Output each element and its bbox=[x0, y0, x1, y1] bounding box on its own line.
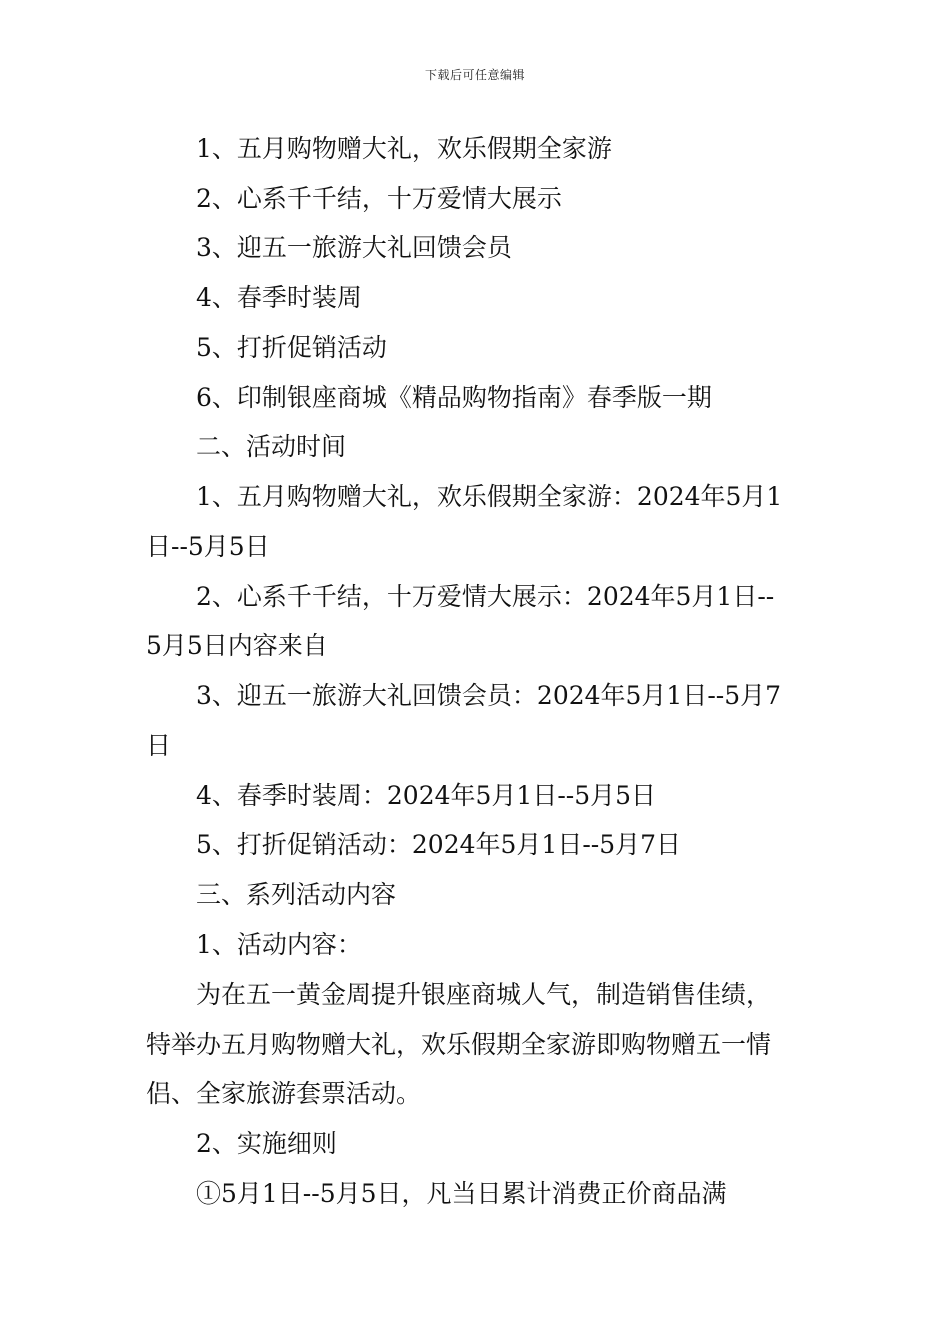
text-line: 日 bbox=[146, 731, 172, 760]
section-heading: 三、系列活动内容 bbox=[196, 880, 397, 909]
text-line: 3、迎五一旅游大礼回馈会员：2024年5月1日--5月7 bbox=[196, 681, 782, 710]
text-line: ①5月1日--5月5日，凡当日累计消费正价商品满 bbox=[196, 1179, 727, 1208]
text-line: 2、实施细则 bbox=[196, 1129, 337, 1158]
text-line: 5、打折促销活动 bbox=[196, 333, 387, 362]
text-line: 5、打折促销活动：2024年5月1日--5月7日 bbox=[196, 830, 682, 859]
text-line: 2、心系千千结，十万爱情大展示 bbox=[196, 184, 562, 213]
text-line: 1、活动内容： bbox=[196, 930, 362, 959]
page-header: 下载后可任意编辑 bbox=[424, 68, 525, 82]
text-line: 4、春季时装周 bbox=[196, 283, 362, 312]
text-line: 1、五月购物赠大礼，欢乐假期全家游 bbox=[196, 134, 612, 163]
text-line: 5月5日内容来自 bbox=[146, 631, 328, 660]
text-line: 特举办五月购物赠大礼，欢乐假期全家游即购物赠五一情 bbox=[146, 1030, 772, 1059]
text-line: 侣、全家旅游套票活动。 bbox=[146, 1079, 422, 1108]
text-line: 2、心系千千结，十万爱情大展示：2024年5月1日-- bbox=[196, 582, 775, 611]
text-line: 6、印制银座商城《精品购物指南》春季版一期 bbox=[196, 383, 712, 412]
section-heading: 二、活动时间 bbox=[196, 432, 347, 461]
text-line: 日--5月5日 bbox=[146, 532, 270, 561]
text-line: 4、春季时装周：2024年5月1日--5月5日 bbox=[196, 781, 657, 810]
text-line: 3、迎五一旅游大礼回馈会员 bbox=[196, 233, 512, 262]
text-line: 为在五一黄金周提升银座商城人气，制造销售佳绩， bbox=[196, 980, 772, 1009]
text-line: 1、五月购物赠大礼，欢乐假期全家游：2024年5月1 bbox=[196, 482, 783, 511]
